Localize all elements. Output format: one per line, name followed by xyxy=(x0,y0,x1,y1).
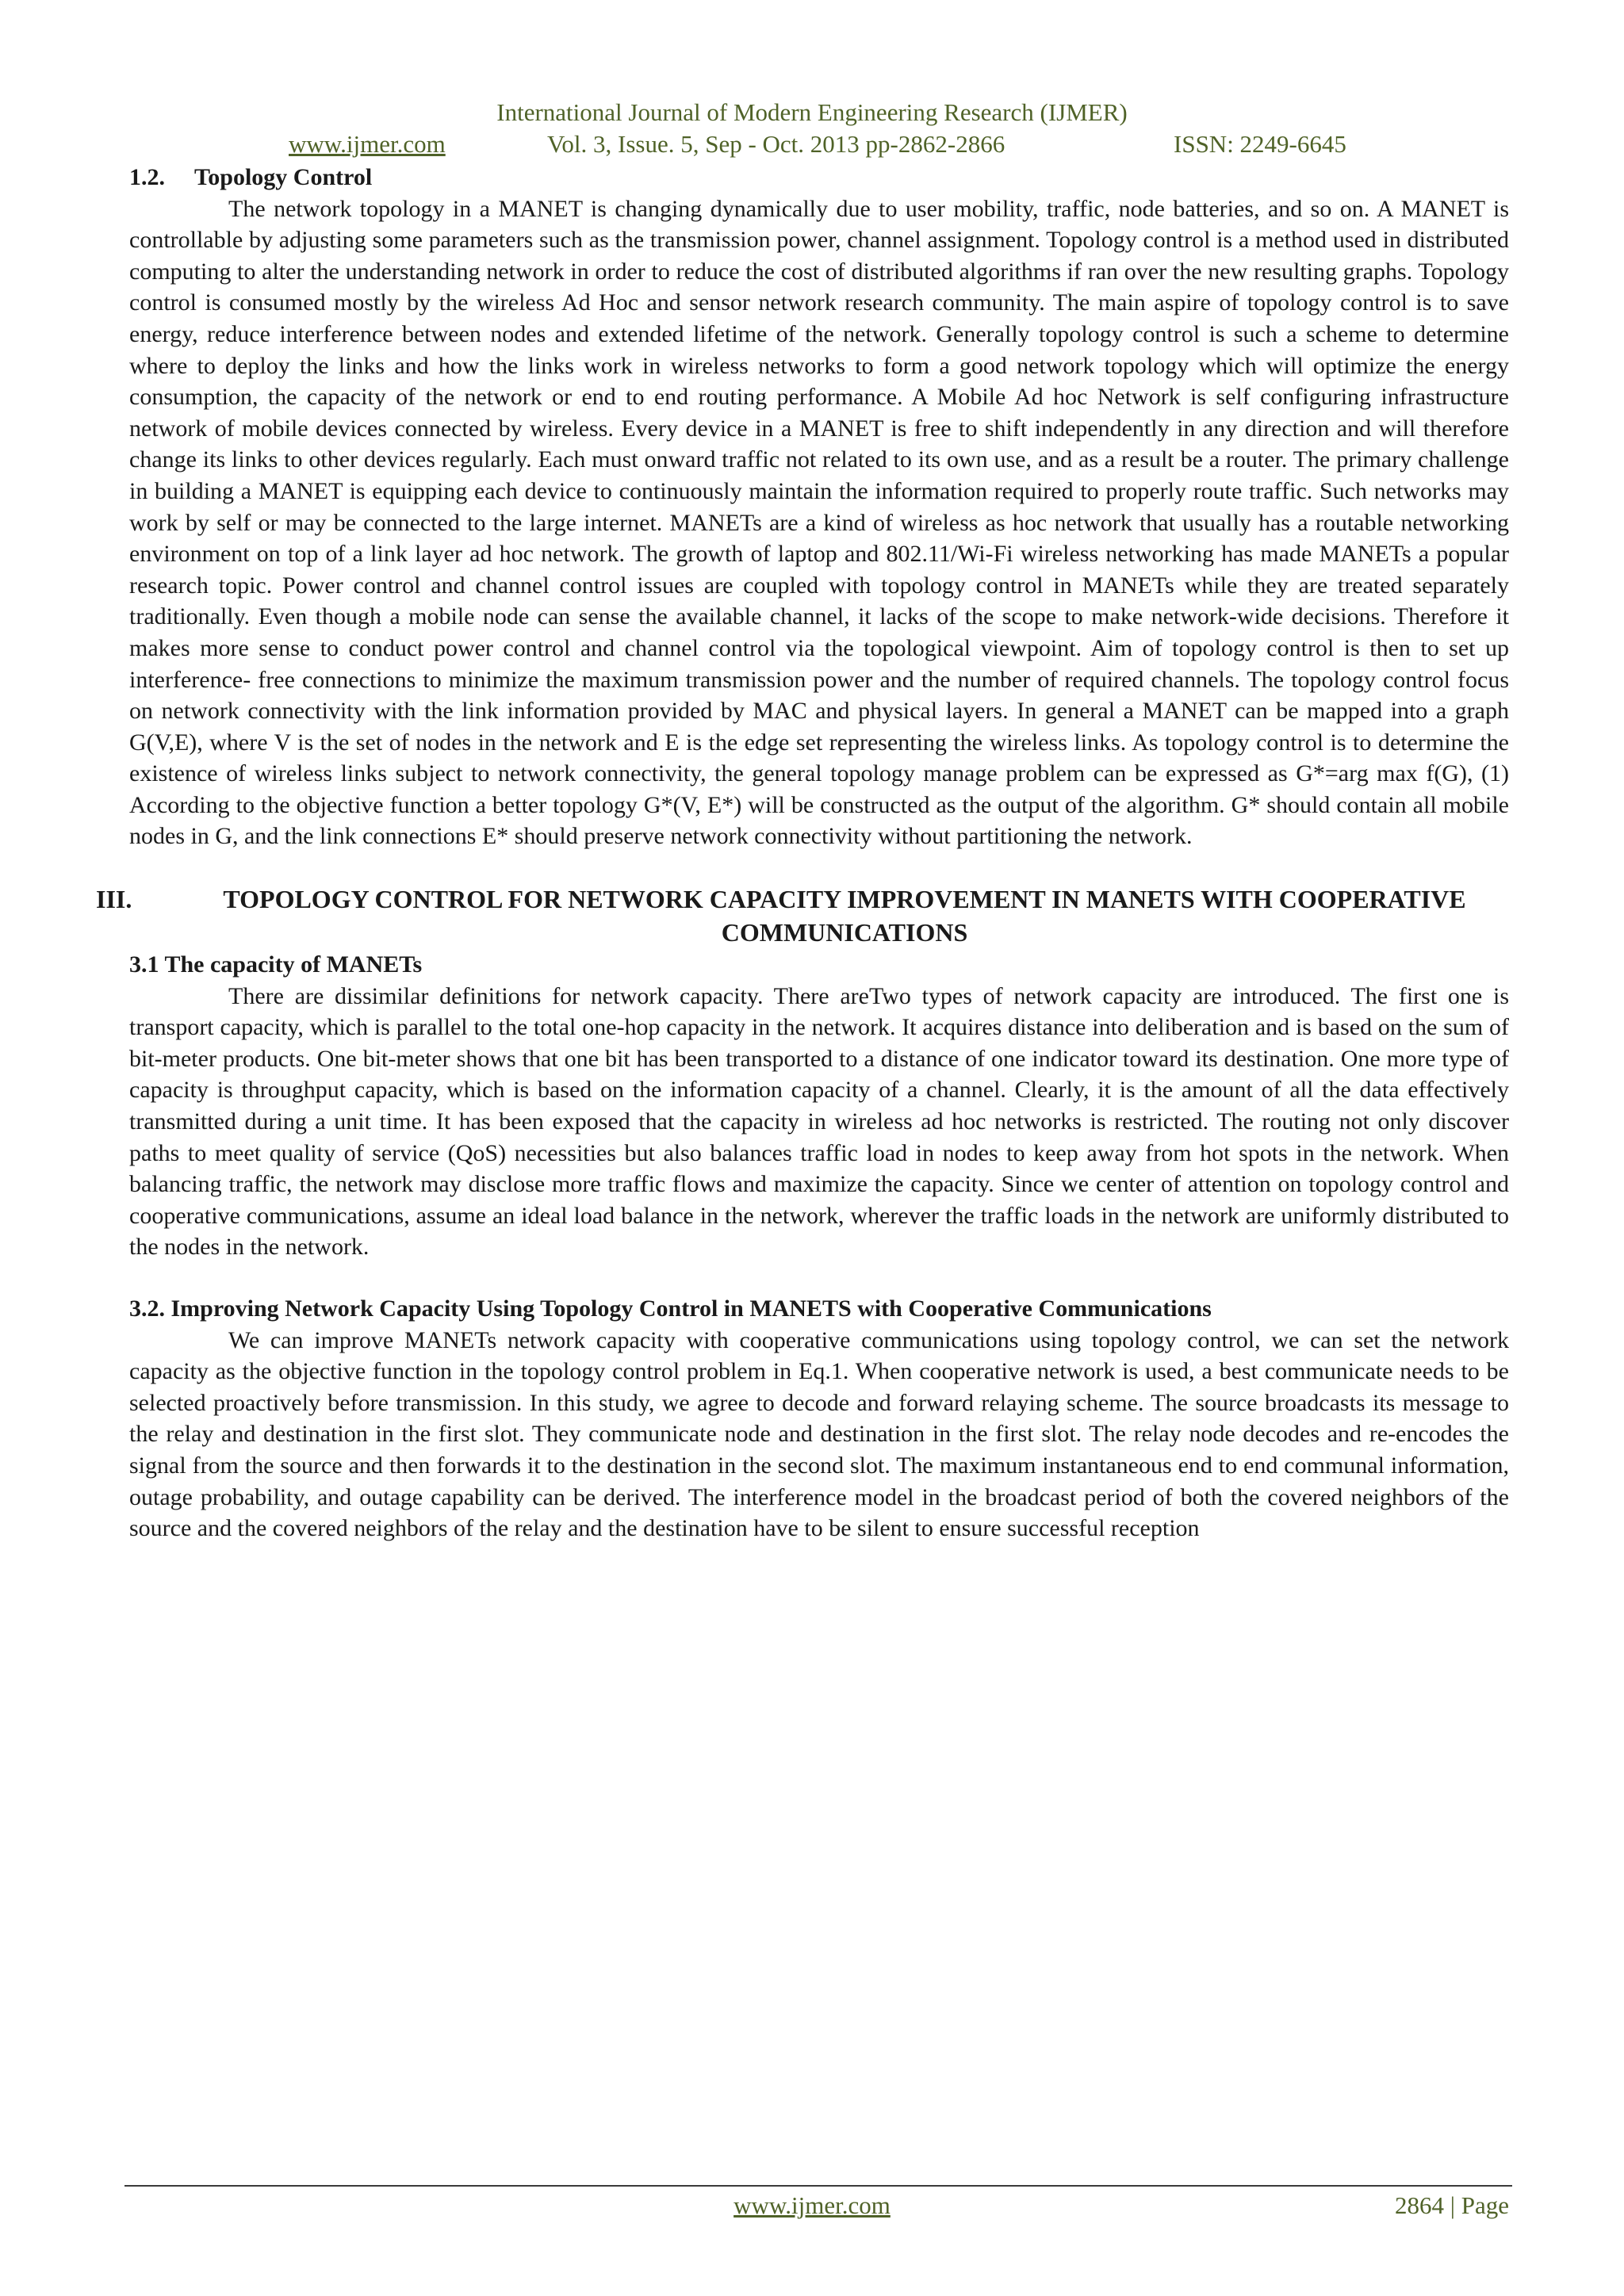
section-title: TOPOLOGY CONTROL FOR NETWORK CAPACITY IMPROVEMENT IN MANETS WITH COOPERATIVE COMMUNICATIONS xyxy=(223,885,1466,947)
section-heading-iii xyxy=(96,882,1509,949)
journal-volume: Vol. 3, Issue. 5, Sep - Oct. 2013 pp-2862-2866 xyxy=(547,130,1005,158)
footer-url-link[interactable]: www.ijmer.com xyxy=(733,2191,891,2219)
journal-issn: ISSN: 2249-6645 xyxy=(1174,130,1346,158)
capacity-paragraph: There are dissimilar definitions for network capacity. There areTwo types of network capacity are introduced. The first one is transport capacity, which is parallel to the total one-hop capacity in the network. It acquires distance into deliberation and is based on the sum of bit-meter products. One bit-meter shows that one bit has been transported to a distance of one indicator toward its destination. One more type of capacity is throughput capacity, which is based on the information capacity of a channel. Clearly, it is the amount of all the data effectively transmitted during a unit time. It has been exposed that the capacity in wireless ad hoc networks is restricted. The routing not only discover paths to meet quality of service (QoS) necessities but also balances traffic load in nodes to keep away from hot spots in the network. When balancing traffic, the network may disclose more traffic flows and maximize the capacity. Since we center of attention on topology control and cooperative communications, assume an ideal load balance in the network, wherever the traffic loads in the network are uniformly distributed to the nodes in the network. xyxy=(129,982,1509,1261)
subsection-title: Topology Control xyxy=(194,164,373,190)
subsection-number: 1.2. xyxy=(129,164,165,190)
journal-title: International Journal of Modern Engineering Research (IJMER) xyxy=(496,98,1128,126)
topology-control-paragraph: The network topology in a MANET is changing dynamically due to user mobility, traffic, node batteries, and so on. A MANET is controllable by adjusting some parameters such as the transmission power, channel assignment. Topology control is a method used in distributed computing to alter the understanding network in order to reduce the cost of distributed algorithms if ran over the new resulting graphs. Topology control is consumed mostly by the wireless Ad Hoc and sensor network research community. The main aspire of topology control is to save energy, reduce interference between nodes and extended lifetime of the network. Generally topology control is such a scheme to determine where to deploy the links and how the links work in wireless networks to form a good network topology which will optimize the energy consumption, the capacity of the network or end to end routing performance. A Mobile Ad hoc Network is self configuring infrastructure network of mobile devices connected by wireless. Every device in a MANET is free to shift independently in any direction and will therefore change its links to other devices regularly. Each must onward traffic not related to its own use, and as a result be a router. The primary challenge in building a MANET is equipping each device to continuously maintain the information required to properly route traffic. Such networks may work by self or may be connected to the large internet. MANETs are a kind of wireless as hoc network that usually has a routable networking environment on top of a link layer ad hoc network. The growth of laptop and 802.11/Wi-Fi wireless networking has made MANETs a popular research topic. Power control and channel control issues are coupled with topology control in MANETs while they are treated separately traditionally. Even though a mobile node can sense the available channel, it lacks of the scope to make network-wide decisions. Therefore it makes more sense to conduct power control and channel control via the topological viewpoint. Aim of topology control is then to set up interference- free connections to minimize the maximum transmission power and the number of required channels. The topology control focus on network connectivity with the link information provided by MAC and physical layers. In general a MANET can be mapped into a graph G(V,E), where V is the set of nodes in the network and E is the edge set representing the wireless links. As topology control is to determine the existence of wireless links subject to network connectivity, the general topology manage problem can be expressed as G*=arg max f(G), (1) According to the objective function a better topology G*(V, E*) will be constructed as the output of the algorithm. G* should contain all mobile nodes in G, and the link connections E* should preserve network connectivity without partitioning the network. xyxy=(129,195,1509,850)
footer-page-number: 2864 | Page xyxy=(1395,2191,1509,2219)
article-body xyxy=(96,162,1509,1544)
subsection-heading-capacity: 3.1 The capacity of MANETs xyxy=(129,951,423,978)
subsection-heading-topology-control xyxy=(129,162,1509,193)
section-number: III. xyxy=(96,885,132,914)
improving-capacity-paragraph: We can improve MANETs network capacity with cooperative communications using topology control, we can set the network capacity as the objective function in the topology control problem in Eq.1. When cooperative network is used, a best communicate needs to be selected proactively before transmission. In this study, we agree to decode and forward relaying scheme. The source broadcasts its message to the relay and destination in the first slot. They communicate node and destination in the first slot. The relay node decodes and re-encodes the signal from the source and then forwards it to the destination in the second slot. The maximum instantaneous end to end communal information, outage probability, and outage capability can be derived. The interference model in the broadcast period of both the covered neighbors of the source and the covered neighbors of the relay and the destination have to be silent to ensure successful reception xyxy=(129,1326,1509,1542)
footer-divider xyxy=(124,2185,1512,2187)
journal-info-line xyxy=(0,130,1624,160)
journal-url-link[interactable]: www.ijmer.com xyxy=(289,130,446,158)
subsection-heading-improving-capacity: 3.2. Improving Network Capacity Using Topology Control in MANETS with Cooperative Communications xyxy=(129,1295,1212,1322)
